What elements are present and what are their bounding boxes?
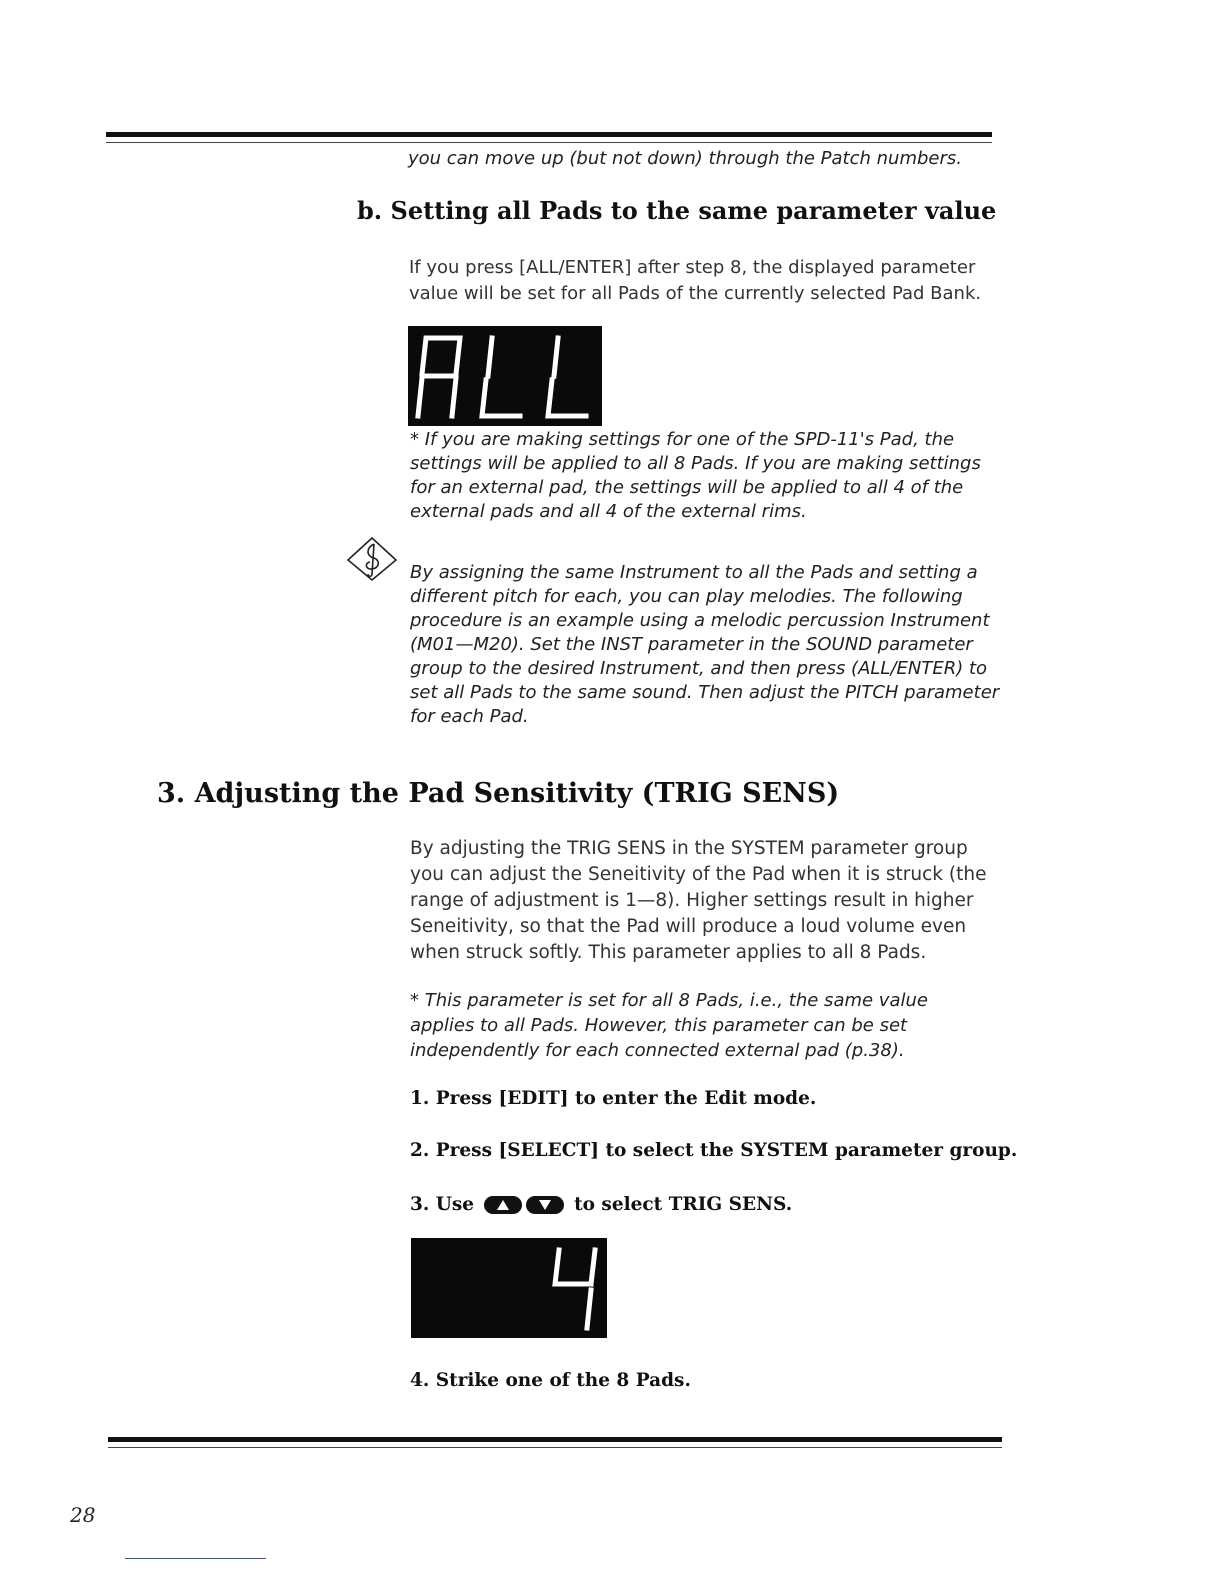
section-3-paragraph: By adjusting the TRIG SENS in the SYSTEM parameter group you can adjust the Seneitivity of the Pad when it is struck (the range of adjustment is 1—8). Higher settings result in higher Seneitivity, so that the Pad will produce a loud volume even when struck softly. This parameter applies to all 8 Pads. bbox=[410, 838, 987, 963]
section-b-paragraph: If you press [ALL/ENTER] after step 8, the displayed parameter value will be set for all Pads of the currently selected Pad Bank. bbox=[409, 257, 982, 304]
section-3-note: * This parameter is set for all 8 Pads, i.e., the same value applies to all Pads. However, this parameter can be set independently for each connected external pad (p.38). bbox=[410, 990, 928, 1061]
top-rule-thin bbox=[106, 142, 992, 143]
section-3-heading: 3. Adjusting the Pad Sensitivity (TRIG SENS) bbox=[157, 778, 840, 809]
treble-clef-diamond-icon bbox=[344, 536, 400, 582]
step-2: 2. Press [SELECT] to select the SYSTEM parameter group. bbox=[410, 1140, 1018, 1161]
section-b-tip: By assigning the same Instrument to all the Pads and setting a different pitch for each, you can play melodies. The following procedure is an example using a melodic percussion Instrument (M01—M20). Set the INST parameter in the SOUND parameter group to the desired Instrument, and then press (ALL/ENTER) to set all Pads to the same sound. Then adjust the PITCH parameter for each Pad. bbox=[410, 562, 1000, 727]
bottom-link-line bbox=[125, 1558, 266, 1559]
up-arrow-button-icon[interactable] bbox=[484, 1196, 522, 1214]
top-note: you can move up (but not down) through the Patch numbers. bbox=[408, 148, 962, 169]
bottom-rule-thick bbox=[108, 1437, 1002, 1442]
step-3 bbox=[410, 1194, 792, 1215]
top-rule-thick bbox=[106, 132, 992, 137]
lcd-display-all bbox=[408, 326, 602, 426]
lcd-all-segments bbox=[408, 326, 602, 426]
down-arrow-button-icon[interactable] bbox=[526, 1196, 564, 1214]
step-3-prefix: 3. Use bbox=[410, 1194, 475, 1215]
bottom-rule-thin bbox=[108, 1447, 1002, 1448]
step-1: 1. Press [EDIT] to enter the Edit mode. bbox=[410, 1088, 817, 1109]
step-4: 4. Strike one of the 8 Pads. bbox=[410, 1370, 691, 1391]
section-b-note: * If you are making settings for one of the SPD-11's Pad, the settings will be applied to all 8 Pads. If you are making settings for an external pad, the settings will be applied to all 4 of the external pads and all 4 of the external rims. bbox=[410, 429, 981, 522]
lcd-4-segments bbox=[411, 1238, 607, 1338]
step-3-suffix: to select TRIG SENS. bbox=[574, 1194, 793, 1215]
lcd-display-trig-sens bbox=[411, 1238, 607, 1338]
page-number: 28 bbox=[70, 1503, 96, 1527]
section-b-heading: b. Setting all Pads to the same parameter value bbox=[357, 196, 997, 225]
